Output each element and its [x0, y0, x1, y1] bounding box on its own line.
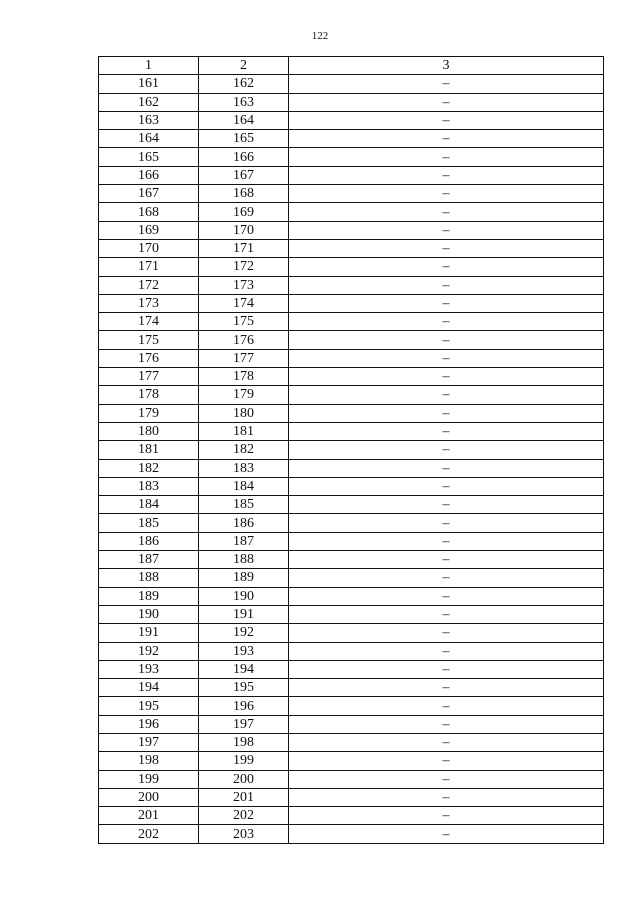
table-row — [99, 477, 604, 495]
header-col-3: 3 — [289, 57, 604, 75]
table-cell-col-1: 182 — [99, 459, 199, 477]
table-cell-col-2: 185 — [199, 496, 289, 514]
table-row — [99, 807, 604, 825]
table-cell-col-3: – — [289, 441, 604, 459]
table-cell-col-2: 184 — [199, 477, 289, 495]
table-row — [99, 697, 604, 715]
table-cell-col-1: 193 — [99, 660, 199, 678]
table-row — [99, 93, 604, 111]
table-cell-col-1: 184 — [99, 496, 199, 514]
table-body — [99, 75, 604, 843]
table-cell-col-2: 166 — [199, 148, 289, 166]
table-cell-col-2: 172 — [199, 258, 289, 276]
table-cell-col-3: – — [289, 258, 604, 276]
table-cell-col-2: 183 — [199, 459, 289, 477]
table-row — [99, 752, 604, 770]
table-cell-col-3: – — [289, 770, 604, 788]
table-row — [99, 587, 604, 605]
table-cell-col-1: 168 — [99, 203, 199, 221]
table-row — [99, 294, 604, 312]
table-cell-col-2: 192 — [199, 624, 289, 642]
table-cell-col-2: 180 — [199, 404, 289, 422]
table-cell-col-3: – — [289, 331, 604, 349]
table-row — [99, 569, 604, 587]
table-row — [99, 532, 604, 550]
table-cell-col-1: 161 — [99, 75, 199, 93]
table-row — [99, 715, 604, 733]
table-cell-col-1: 176 — [99, 349, 199, 367]
table-row — [99, 313, 604, 331]
data-table — [98, 56, 604, 844]
table-cell-col-3: – — [289, 825, 604, 843]
table-cell-col-1: 191 — [99, 624, 199, 642]
table-row — [99, 404, 604, 422]
table-cell-col-1: 167 — [99, 185, 199, 203]
table-cell-col-2: 202 — [199, 807, 289, 825]
table-row — [99, 551, 604, 569]
table-cell-col-3: – — [289, 349, 604, 367]
table-cell-col-3: – — [289, 75, 604, 93]
table-cell-col-3: – — [289, 660, 604, 678]
table-cell-col-2: 193 — [199, 642, 289, 660]
table-cell-col-2: 190 — [199, 587, 289, 605]
table-cell-col-3: – — [289, 715, 604, 733]
page-number: 122 — [311, 30, 329, 42]
table-cell-col-1: 172 — [99, 276, 199, 294]
table-cell-col-2: 168 — [199, 185, 289, 203]
table-cell-col-3: – — [289, 514, 604, 532]
table-row — [99, 130, 604, 148]
table-cell-col-1: 165 — [99, 148, 199, 166]
table-cell-col-1: 171 — [99, 258, 199, 276]
table-cell-col-3: – — [289, 697, 604, 715]
header-col-1: 1 — [99, 57, 199, 75]
table-cell-col-2: 198 — [199, 733, 289, 751]
table-cell-col-3: – — [289, 294, 604, 312]
table-cell-col-1: 166 — [99, 166, 199, 184]
table-cell-col-2: 195 — [199, 679, 289, 697]
table-cell-col-3: – — [289, 203, 604, 221]
table-cell-col-2: 163 — [199, 93, 289, 111]
table-cell-col-1: 196 — [99, 715, 199, 733]
table-row — [99, 221, 604, 239]
table-cell-col-1: 173 — [99, 294, 199, 312]
table-cell-col-1: 194 — [99, 679, 199, 697]
table-cell-col-2: 164 — [199, 111, 289, 129]
table-cell-col-1: 178 — [99, 386, 199, 404]
table-row — [99, 514, 604, 532]
table-cell-col-1: 183 — [99, 477, 199, 495]
table-row — [99, 660, 604, 678]
table-cell-col-2: 167 — [199, 166, 289, 184]
table-cell-col-3: – — [289, 587, 604, 605]
table-cell-col-2: 174 — [199, 294, 289, 312]
table-cell-col-1: 201 — [99, 807, 199, 825]
table-cell-col-3: – — [289, 788, 604, 806]
table-cell-col-1: 202 — [99, 825, 199, 843]
table-cell-col-1: 162 — [99, 93, 199, 111]
table-cell-col-2: 181 — [199, 422, 289, 440]
table-cell-col-1: 198 — [99, 752, 199, 770]
table-row — [99, 679, 604, 697]
table-cell-col-1: 175 — [99, 331, 199, 349]
table-cell-col-2: 187 — [199, 532, 289, 550]
table-cell-col-1: 185 — [99, 514, 199, 532]
table-row — [99, 276, 604, 294]
table-cell-col-1: 179 — [99, 404, 199, 422]
table-cell-col-2: 175 — [199, 313, 289, 331]
table-cell-col-3: – — [289, 807, 604, 825]
table-cell-col-3: – — [289, 221, 604, 239]
table-cell-col-1: 188 — [99, 569, 199, 587]
table-cell-col-2: 178 — [199, 368, 289, 386]
table-cell-col-3: – — [289, 569, 604, 587]
table-cell-col-3: – — [289, 733, 604, 751]
table-cell-col-1: 174 — [99, 313, 199, 331]
table-cell-col-2: 197 — [199, 715, 289, 733]
table-row — [99, 733, 604, 751]
table-row — [99, 185, 604, 203]
table-row — [99, 148, 604, 166]
table-cell-col-2: 199 — [199, 752, 289, 770]
table-cell-col-3: – — [289, 239, 604, 257]
table-cell-col-3: – — [289, 386, 604, 404]
table-row — [99, 605, 604, 623]
table-row — [99, 75, 604, 93]
table-cell-col-3: – — [289, 111, 604, 129]
table-cell-col-3: – — [289, 276, 604, 294]
table-cell-col-2: 182 — [199, 441, 289, 459]
table-row — [99, 166, 604, 184]
header-row — [99, 57, 604, 75]
table-cell-col-3: – — [289, 532, 604, 550]
table-cell-col-1: 199 — [99, 770, 199, 788]
table-cell-col-3: – — [289, 148, 604, 166]
table-row — [99, 111, 604, 129]
table-cell-col-3: – — [289, 642, 604, 660]
table-cell-col-2: 196 — [199, 697, 289, 715]
table-cell-col-3: – — [289, 422, 604, 440]
table-cell-col-1: 190 — [99, 605, 199, 623]
table-cell-col-1: 169 — [99, 221, 199, 239]
table-row — [99, 441, 604, 459]
table-cell-col-1: 163 — [99, 111, 199, 129]
table-row — [99, 331, 604, 349]
table-row — [99, 459, 604, 477]
table-cell-col-3: – — [289, 624, 604, 642]
table-cell-col-1: 192 — [99, 642, 199, 660]
table-cell-col-2: 162 — [199, 75, 289, 93]
table-cell-col-3: – — [289, 404, 604, 422]
table-cell-col-3: – — [289, 752, 604, 770]
table-row — [99, 386, 604, 404]
table-cell-col-2: 194 — [199, 660, 289, 678]
table-cell-col-2: 169 — [199, 203, 289, 221]
table-row — [99, 368, 604, 386]
table-row — [99, 642, 604, 660]
table-cell-col-3: – — [289, 93, 604, 111]
table-cell-col-1: 186 — [99, 532, 199, 550]
table-cell-col-3: – — [289, 368, 604, 386]
table-cell-col-1: 177 — [99, 368, 199, 386]
table-cell-col-1: 197 — [99, 733, 199, 751]
table-cell-col-3: – — [289, 679, 604, 697]
table-cell-col-3: – — [289, 459, 604, 477]
table-cell-col-2: 170 — [199, 221, 289, 239]
table-cell-col-3: – — [289, 605, 604, 623]
table-row — [99, 258, 604, 276]
table-cell-col-2: 189 — [199, 569, 289, 587]
table-cell-col-1: 195 — [99, 697, 199, 715]
table-row — [99, 422, 604, 440]
table-cell-col-2: 171 — [199, 239, 289, 257]
table-cell-col-1: 187 — [99, 551, 199, 569]
table-cell-col-2: 186 — [199, 514, 289, 532]
table-cell-col-2: 188 — [199, 551, 289, 569]
table-cell-col-2: 201 — [199, 788, 289, 806]
table-cell-col-3: – — [289, 185, 604, 203]
table-cell-col-3: – — [289, 496, 604, 514]
table-row — [99, 770, 604, 788]
table-cell-col-2: 177 — [199, 349, 289, 367]
table-cell-col-3: – — [289, 477, 604, 495]
table-cell-col-3: – — [289, 313, 604, 331]
table-row — [99, 349, 604, 367]
table-header — [99, 57, 604, 75]
table-row — [99, 496, 604, 514]
table-cell-col-3: – — [289, 130, 604, 148]
table-cell-col-1: 164 — [99, 130, 199, 148]
table-cell-col-2: 200 — [199, 770, 289, 788]
table-cell-col-3: – — [289, 551, 604, 569]
table-row — [99, 239, 604, 257]
table-cell-col-1: 189 — [99, 587, 199, 605]
table-cell-col-1: 180 — [99, 422, 199, 440]
table-cell-col-1: 200 — [99, 788, 199, 806]
table-cell-col-2: 173 — [199, 276, 289, 294]
table-cell-col-1: 181 — [99, 441, 199, 459]
table-cell-col-2: 176 — [199, 331, 289, 349]
table-cell-col-2: 165 — [199, 130, 289, 148]
table-cell-col-3: – — [289, 166, 604, 184]
table-cell-col-2: 203 — [199, 825, 289, 843]
table-row — [99, 788, 604, 806]
table-row — [99, 825, 604, 843]
table-cell-col-2: 179 — [199, 386, 289, 404]
table-row — [99, 624, 604, 642]
table-cell-col-2: 191 — [199, 605, 289, 623]
table-cell-col-1: 170 — [99, 239, 199, 257]
header-col-2: 2 — [199, 57, 289, 75]
table-row — [99, 203, 604, 221]
